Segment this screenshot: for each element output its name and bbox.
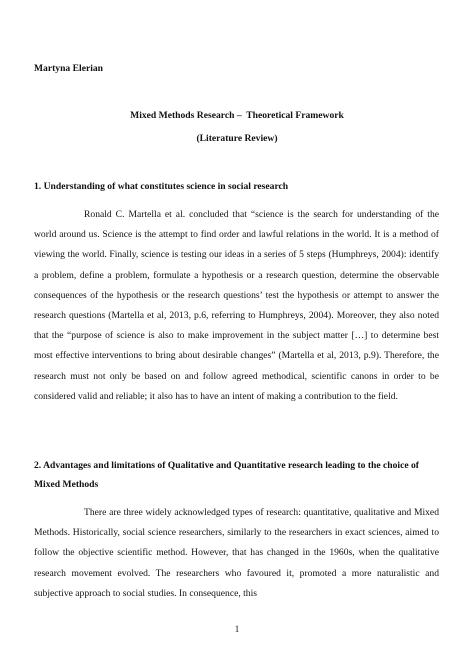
section-heading-2: 2. Advantages and limitations of Qualitative and Quantitative research leading to the choice of Mixed Methods xyxy=(34,460,419,490)
author-name: Martyna Elerian xyxy=(34,63,104,74)
section-paragraph-2: There are three widely acknowledged types of research: quantitative, qualitative and Mixed Methods. Historically, social science researchers, similarly to the researchers in exact sciences, aimed to follow the objective scientific method. However, that has changed in the 1960s, when the qualitative research movement evolved. The researchers who favoured it, promoted a more naturalistic and subjective approach to social studies. In consequence, this xyxy=(34,507,439,599)
page-number: 1 xyxy=(234,624,240,634)
document-subtitle: (Literature Review) xyxy=(196,133,278,144)
document-title: Mixed Methods Research – Theoretical Framework xyxy=(130,110,344,121)
section-paragraph-1: Ronald C. Martella et al. concluded that “science is the search for understanding of the world around us. Science is the attempt to find order and lawful relations in the world. It is a method of viewing the world. Finally, science is testing our ideas in a series of 5 steps (Humphreys, 2004): identify a problem, define a problem, formulate a hypothesis or a research question, determine the observable consequences of the hypothesis or the research questions’ test the hypothesis or attempt to answer the research questions (Martella et al, 2013, p.6, referring to Humphreys, 2004). Moreover, they also noted that the “purpose of science is also to make improvement in the subject matter […] to determine best most effective interventions to bring about desirable changes” (Martella et al, 2013, p.9). Therefore, the research must not only be based on and follow agreed methodical, scientific canons in order to be considered valid and reliable; it also has to have an intent of making a contribution to the field. xyxy=(34,209,439,402)
section-heading-1: 1. Understanding of what constitutes science in social research xyxy=(34,181,289,192)
